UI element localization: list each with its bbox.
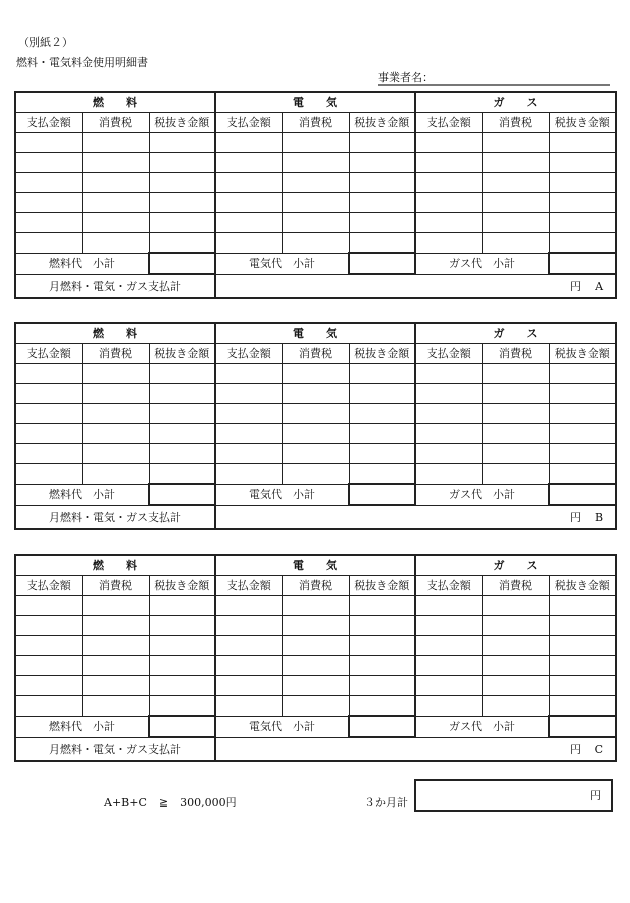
entry-cell[interactable]	[215, 364, 282, 384]
entry-cell[interactable]	[482, 133, 549, 153]
monthly-total-label: 月燃料・電気・ガス支払計	[15, 274, 215, 298]
column-header: 消費税	[82, 576, 149, 596]
entry-cell[interactable]	[549, 696, 616, 717]
column-header: 税抜き金額	[149, 113, 215, 133]
entry-cell[interactable]	[282, 384, 349, 404]
entry-cell[interactable]	[149, 133, 215, 153]
group-header-fuel: 燃料	[15, 555, 215, 576]
entry-cell[interactable]	[415, 656, 482, 676]
entry-cell[interactable]	[149, 213, 215, 233]
entry-row	[15, 173, 616, 193]
column-header: 消費税	[482, 113, 549, 133]
entry-cell[interactable]	[549, 676, 616, 696]
entry-cell[interactable]	[282, 133, 349, 153]
entry-cell[interactable]	[282, 656, 349, 676]
entry-cell[interactable]	[149, 364, 215, 384]
entry-cell[interactable]	[349, 213, 415, 233]
entry-cell[interactable]	[482, 173, 549, 193]
entry-row	[15, 596, 616, 616]
entry-cell[interactable]	[82, 676, 149, 696]
entry-cell[interactable]	[15, 173, 82, 193]
yen-unit: 円	[570, 279, 582, 293]
entry-cell[interactable]	[82, 384, 149, 404]
entry-cell[interactable]	[282, 173, 349, 193]
entry-cell[interactable]	[149, 384, 215, 404]
subtotal-row	[15, 253, 616, 274]
entry-cell[interactable]	[82, 193, 149, 213]
column-header: 支払金額	[415, 113, 482, 133]
entry-cell[interactable]	[15, 153, 82, 173]
entry-cell[interactable]	[15, 596, 82, 616]
group-header-electricity: 電気	[215, 555, 415, 576]
entry-cell[interactable]	[349, 384, 415, 404]
entry-cell[interactable]	[149, 424, 215, 444]
entry-cell[interactable]	[149, 464, 215, 485]
entry-row	[15, 404, 616, 424]
entry-cell[interactable]	[549, 173, 616, 193]
entry-cell[interactable]	[482, 384, 549, 404]
column-header: 税抜き金額	[349, 576, 415, 596]
column-header: 税抜き金額	[349, 113, 415, 133]
entry-cell[interactable]	[215, 424, 282, 444]
entry-cell[interactable]	[282, 596, 349, 616]
entry-cell[interactable]	[82, 696, 149, 717]
entry-cell[interactable]	[15, 696, 82, 717]
entry-row	[15, 233, 616, 254]
three-month-yen-unit: 円	[590, 789, 601, 802]
entry-cell[interactable]	[215, 193, 282, 213]
entry-cell[interactable]	[482, 636, 549, 656]
group-header-fuel: 燃料	[15, 323, 215, 344]
subtotal-input-electricity[interactable]	[349, 716, 415, 737]
entry-cell[interactable]	[482, 153, 549, 173]
entry-cell[interactable]	[215, 173, 282, 193]
entry-row	[15, 153, 616, 173]
column-header-row	[15, 576, 616, 596]
entry-cell[interactable]	[549, 384, 616, 404]
column-header-row	[15, 113, 616, 133]
entry-cell[interactable]	[349, 636, 415, 656]
entry-cell[interactable]	[482, 656, 549, 676]
entry-cell[interactable]	[349, 616, 415, 636]
entry-row	[15, 676, 616, 696]
subtotal-input-fuel[interactable]	[149, 253, 215, 274]
entry-cell[interactable]	[482, 404, 549, 424]
entry-cell[interactable]	[149, 636, 215, 656]
entry-cell[interactable]	[482, 364, 549, 384]
entry-cell[interactable]	[415, 384, 482, 404]
entry-cell[interactable]	[82, 596, 149, 616]
entry-cell[interactable]	[549, 153, 616, 173]
column-header: 消費税	[482, 344, 549, 364]
entry-cell[interactable]	[349, 173, 415, 193]
entry-cell[interactable]	[82, 464, 149, 485]
entry-cell[interactable]	[482, 596, 549, 616]
formula-operator: ≧	[158, 796, 169, 809]
total-row	[15, 737, 616, 761]
entry-cell[interactable]	[282, 696, 349, 717]
entry-cell[interactable]	[549, 133, 616, 153]
entry-cell[interactable]	[149, 656, 215, 676]
group-header-gas: ガス	[415, 555, 616, 576]
entry-cell[interactable]	[549, 596, 616, 616]
yen-unit: 円	[570, 742, 582, 756]
group-header-fuel: 燃料	[15, 92, 215, 113]
entry-row	[15, 384, 616, 404]
entry-cell[interactable]	[549, 616, 616, 636]
subtotal-label-fuel: 燃料代 小計	[15, 716, 149, 737]
entry-cell[interactable]	[549, 656, 616, 676]
detail-table-a	[14, 91, 617, 299]
entry-cell[interactable]	[215, 616, 282, 636]
subtotal-label-gas: ガス代 小計	[415, 716, 549, 737]
entry-cell[interactable]	[15, 364, 82, 384]
entry-cell[interactable]	[82, 636, 149, 656]
entry-cell[interactable]	[349, 364, 415, 384]
total-row	[15, 505, 616, 529]
business-name-label: 事業者名：	[378, 71, 433, 84]
entry-cell[interactable]	[215, 636, 282, 656]
entry-cell[interactable]	[15, 213, 82, 233]
entry-cell[interactable]	[15, 636, 82, 656]
entry-cell[interactable]	[415, 173, 482, 193]
entry-cell[interactable]	[149, 444, 215, 464]
three-month-total-input[interactable]	[414, 779, 613, 812]
column-header: 消費税	[282, 344, 349, 364]
entry-cell[interactable]	[282, 364, 349, 384]
entry-cell[interactable]	[82, 444, 149, 464]
column-header: 税抜き金額	[349, 344, 415, 364]
group-header-gas: ガス	[415, 323, 616, 344]
entry-cell[interactable]	[15, 464, 82, 485]
entry-row	[15, 213, 616, 233]
entry-cell[interactable]	[282, 153, 349, 173]
entry-cell[interactable]	[415, 696, 482, 717]
entry-cell[interactable]	[149, 233, 215, 254]
subtotal-label-gas: ガス代 小計	[415, 253, 549, 274]
entry-cell[interactable]	[215, 444, 282, 464]
entry-cell[interactable]	[82, 404, 149, 424]
entry-cell[interactable]	[149, 404, 215, 424]
entry-cell[interactable]	[415, 133, 482, 153]
subtotal-input-gas[interactable]	[549, 484, 616, 505]
threshold-formula	[104, 794, 237, 810]
entry-cell[interactable]	[415, 424, 482, 444]
subtotal-label-electricity: 電気代 小計	[215, 716, 349, 737]
subtotal-row	[15, 484, 616, 505]
entry-row	[15, 364, 616, 384]
entry-row	[15, 656, 616, 676]
subtotal-input-fuel[interactable]	[149, 716, 215, 737]
entry-cell[interactable]	[149, 596, 215, 616]
entry-cell[interactable]	[415, 233, 482, 254]
subtotal-input-electricity[interactable]	[349, 253, 415, 274]
group-header-row	[15, 555, 616, 576]
entry-cell[interactable]	[82, 424, 149, 444]
total-row	[15, 274, 616, 298]
entry-row	[15, 636, 616, 656]
entry-cell[interactable]	[82, 133, 149, 153]
column-header: 支払金額	[215, 344, 282, 364]
subtotal-input-fuel[interactable]	[149, 484, 215, 505]
yen-unit: 円	[570, 510, 582, 524]
entry-cell[interactable]	[349, 424, 415, 444]
entry-cell[interactable]	[149, 696, 215, 717]
entry-cell[interactable]	[282, 464, 349, 485]
column-header: 消費税	[282, 113, 349, 133]
entry-cell[interactable]	[15, 193, 82, 213]
entry-cell[interactable]	[215, 464, 282, 485]
entry-cell[interactable]	[15, 424, 82, 444]
entry-cell[interactable]	[349, 233, 415, 254]
entry-cell[interactable]	[482, 444, 549, 464]
entry-cell[interactable]	[15, 404, 82, 424]
entry-cell[interactable]	[82, 364, 149, 384]
entry-cell[interactable]	[415, 444, 482, 464]
column-header: 支払金額	[15, 576, 82, 596]
entry-cell[interactable]	[549, 364, 616, 384]
entry-cell[interactable]	[549, 213, 616, 233]
column-header-row	[15, 344, 616, 364]
entry-cell[interactable]	[15, 444, 82, 464]
column-header: 支払金額	[15, 344, 82, 364]
subtotal-label-electricity: 電気代 小計	[215, 253, 349, 274]
entry-cell[interactable]	[415, 193, 482, 213]
entry-cell[interactable]	[549, 464, 616, 485]
entry-cell[interactable]	[215, 656, 282, 676]
entry-cell[interactable]	[215, 153, 282, 173]
detail-table-c	[14, 554, 617, 762]
detail-table-b	[14, 322, 617, 530]
entry-cell[interactable]	[282, 193, 349, 213]
document-title: 燃料・電気料金使用明細書	[16, 56, 148, 69]
entry-cell[interactable]	[82, 153, 149, 173]
entry-cell[interactable]	[482, 616, 549, 636]
column-header: 支払金額	[15, 113, 82, 133]
entry-cell[interactable]	[149, 676, 215, 696]
entry-cell[interactable]	[82, 173, 149, 193]
entry-cell[interactable]	[282, 676, 349, 696]
entry-cell[interactable]	[349, 153, 415, 173]
entry-row	[15, 616, 616, 636]
entry-cell[interactable]	[349, 696, 415, 717]
entry-row	[15, 464, 616, 485]
column-header: 消費税	[82, 113, 149, 133]
monthly-total-input[interactable]	[215, 737, 616, 761]
entry-cell[interactable]	[282, 424, 349, 444]
entry-cell[interactable]	[15, 616, 82, 636]
entry-cell[interactable]	[415, 676, 482, 696]
entry-cell[interactable]	[215, 233, 282, 254]
entry-cell[interactable]	[549, 404, 616, 424]
entry-cell[interactable]	[215, 676, 282, 696]
entry-cell[interactable]	[415, 153, 482, 173]
entry-cell[interactable]	[482, 676, 549, 696]
entry-cell[interactable]	[149, 153, 215, 173]
group-header-electricity: 電気	[215, 323, 415, 344]
group-header-gas: ガス	[415, 92, 616, 113]
entry-cell[interactable]	[282, 213, 349, 233]
entry-cell[interactable]	[215, 596, 282, 616]
monthly-total-input[interactable]	[215, 274, 616, 298]
annex-label: （別紙２）	[18, 36, 73, 49]
entry-cell[interactable]	[349, 133, 415, 153]
entry-cell[interactable]	[482, 193, 549, 213]
entry-cell[interactable]	[349, 676, 415, 696]
entry-cell[interactable]	[15, 133, 82, 153]
column-header: 支払金額	[415, 344, 482, 364]
entry-cell[interactable]	[82, 616, 149, 636]
group-header-row	[15, 323, 616, 344]
entry-row	[15, 424, 616, 444]
monthly-total-label: 月燃料・電気・ガス支払計	[15, 737, 215, 761]
entry-row	[15, 133, 616, 153]
entry-cell[interactable]	[415, 213, 482, 233]
entry-cell[interactable]	[482, 233, 549, 254]
column-header: 消費税	[82, 344, 149, 364]
column-header: 税抜き金額	[149, 576, 215, 596]
section-suffix: C	[594, 742, 604, 756]
entry-cell[interactable]	[215, 384, 282, 404]
subtotal-input-gas[interactable]	[549, 253, 616, 274]
section-suffix: A	[595, 279, 604, 293]
entry-cell[interactable]	[482, 464, 549, 485]
entry-cell[interactable]	[349, 464, 415, 485]
entry-cell[interactable]	[549, 424, 616, 444]
entry-cell[interactable]	[82, 656, 149, 676]
formula-right: 300,000円	[180, 796, 237, 809]
entry-cell[interactable]	[215, 696, 282, 717]
entry-cell[interactable]	[15, 233, 82, 254]
column-header: 支払金額	[215, 576, 282, 596]
entry-cell[interactable]	[415, 636, 482, 656]
entry-cell[interactable]	[149, 173, 215, 193]
formula-left: A+B+C	[104, 796, 147, 809]
subtotal-label-fuel: 燃料代 小計	[15, 253, 149, 274]
column-header: 税抜き金額	[549, 113, 616, 133]
entry-cell[interactable]	[482, 213, 549, 233]
business-name-field[interactable]	[378, 71, 610, 86]
entry-cell[interactable]	[415, 404, 482, 424]
subtotal-row	[15, 716, 616, 737]
entry-cell[interactable]	[15, 656, 82, 676]
entry-cell[interactable]	[349, 404, 415, 424]
subtotal-label-fuel: 燃料代 小計	[15, 484, 149, 505]
entry-cell[interactable]	[282, 616, 349, 636]
entry-cell[interactable]	[15, 384, 82, 404]
entry-cell[interactable]	[415, 464, 482, 485]
entry-cell[interactable]	[282, 233, 349, 254]
entry-cell[interactable]	[415, 616, 482, 636]
entry-cell[interactable]	[549, 444, 616, 464]
entry-cell[interactable]	[215, 133, 282, 153]
entry-cell[interactable]	[349, 596, 415, 616]
entry-cell[interactable]	[549, 233, 616, 254]
entry-row	[15, 444, 616, 464]
column-header: 支払金額	[215, 113, 282, 133]
subtotal-label-electricity: 電気代 小計	[215, 484, 349, 505]
entry-cell[interactable]	[415, 596, 482, 616]
entry-cell[interactable]	[282, 444, 349, 464]
entry-cell[interactable]	[349, 193, 415, 213]
entry-cell[interactable]	[282, 636, 349, 656]
column-header: 消費税	[482, 576, 549, 596]
entry-cell[interactable]	[82, 213, 149, 233]
entry-cell[interactable]	[215, 213, 282, 233]
group-header-electricity: 電気	[215, 92, 415, 113]
entry-cell[interactable]	[482, 696, 549, 717]
column-header: 税抜き金額	[549, 576, 616, 596]
subtotal-input-electricity[interactable]	[349, 484, 415, 505]
entry-cell[interactable]	[549, 636, 616, 656]
entry-cell[interactable]	[15, 676, 82, 696]
subtotal-input-gas[interactable]	[549, 716, 616, 737]
entry-cell[interactable]	[415, 364, 482, 384]
entry-cell[interactable]	[549, 193, 616, 213]
section-suffix: B	[594, 510, 604, 524]
entry-row	[15, 696, 616, 717]
monthly-total-label: 月燃料・電気・ガス支払計	[15, 505, 215, 529]
group-header-row	[15, 92, 616, 113]
subtotal-label-gas: ガス代 小計	[415, 484, 549, 505]
entry-cell[interactable]	[482, 424, 549, 444]
entry-cell[interactable]	[82, 233, 149, 254]
entry-cell[interactable]	[149, 616, 215, 636]
three-month-total-label: ３か月計	[364, 796, 408, 809]
column-header: 税抜き金額	[149, 344, 215, 364]
column-header: 消費税	[282, 576, 349, 596]
entry-cell[interactable]	[349, 444, 415, 464]
column-header: 支払金額	[415, 576, 482, 596]
entry-cell[interactable]	[215, 404, 282, 424]
monthly-total-input[interactable]	[215, 505, 616, 529]
entry-row	[15, 193, 616, 213]
entry-cell[interactable]	[149, 193, 215, 213]
entry-cell[interactable]	[282, 404, 349, 424]
entry-cell[interactable]	[349, 656, 415, 676]
column-header: 税抜き金額	[549, 344, 616, 364]
